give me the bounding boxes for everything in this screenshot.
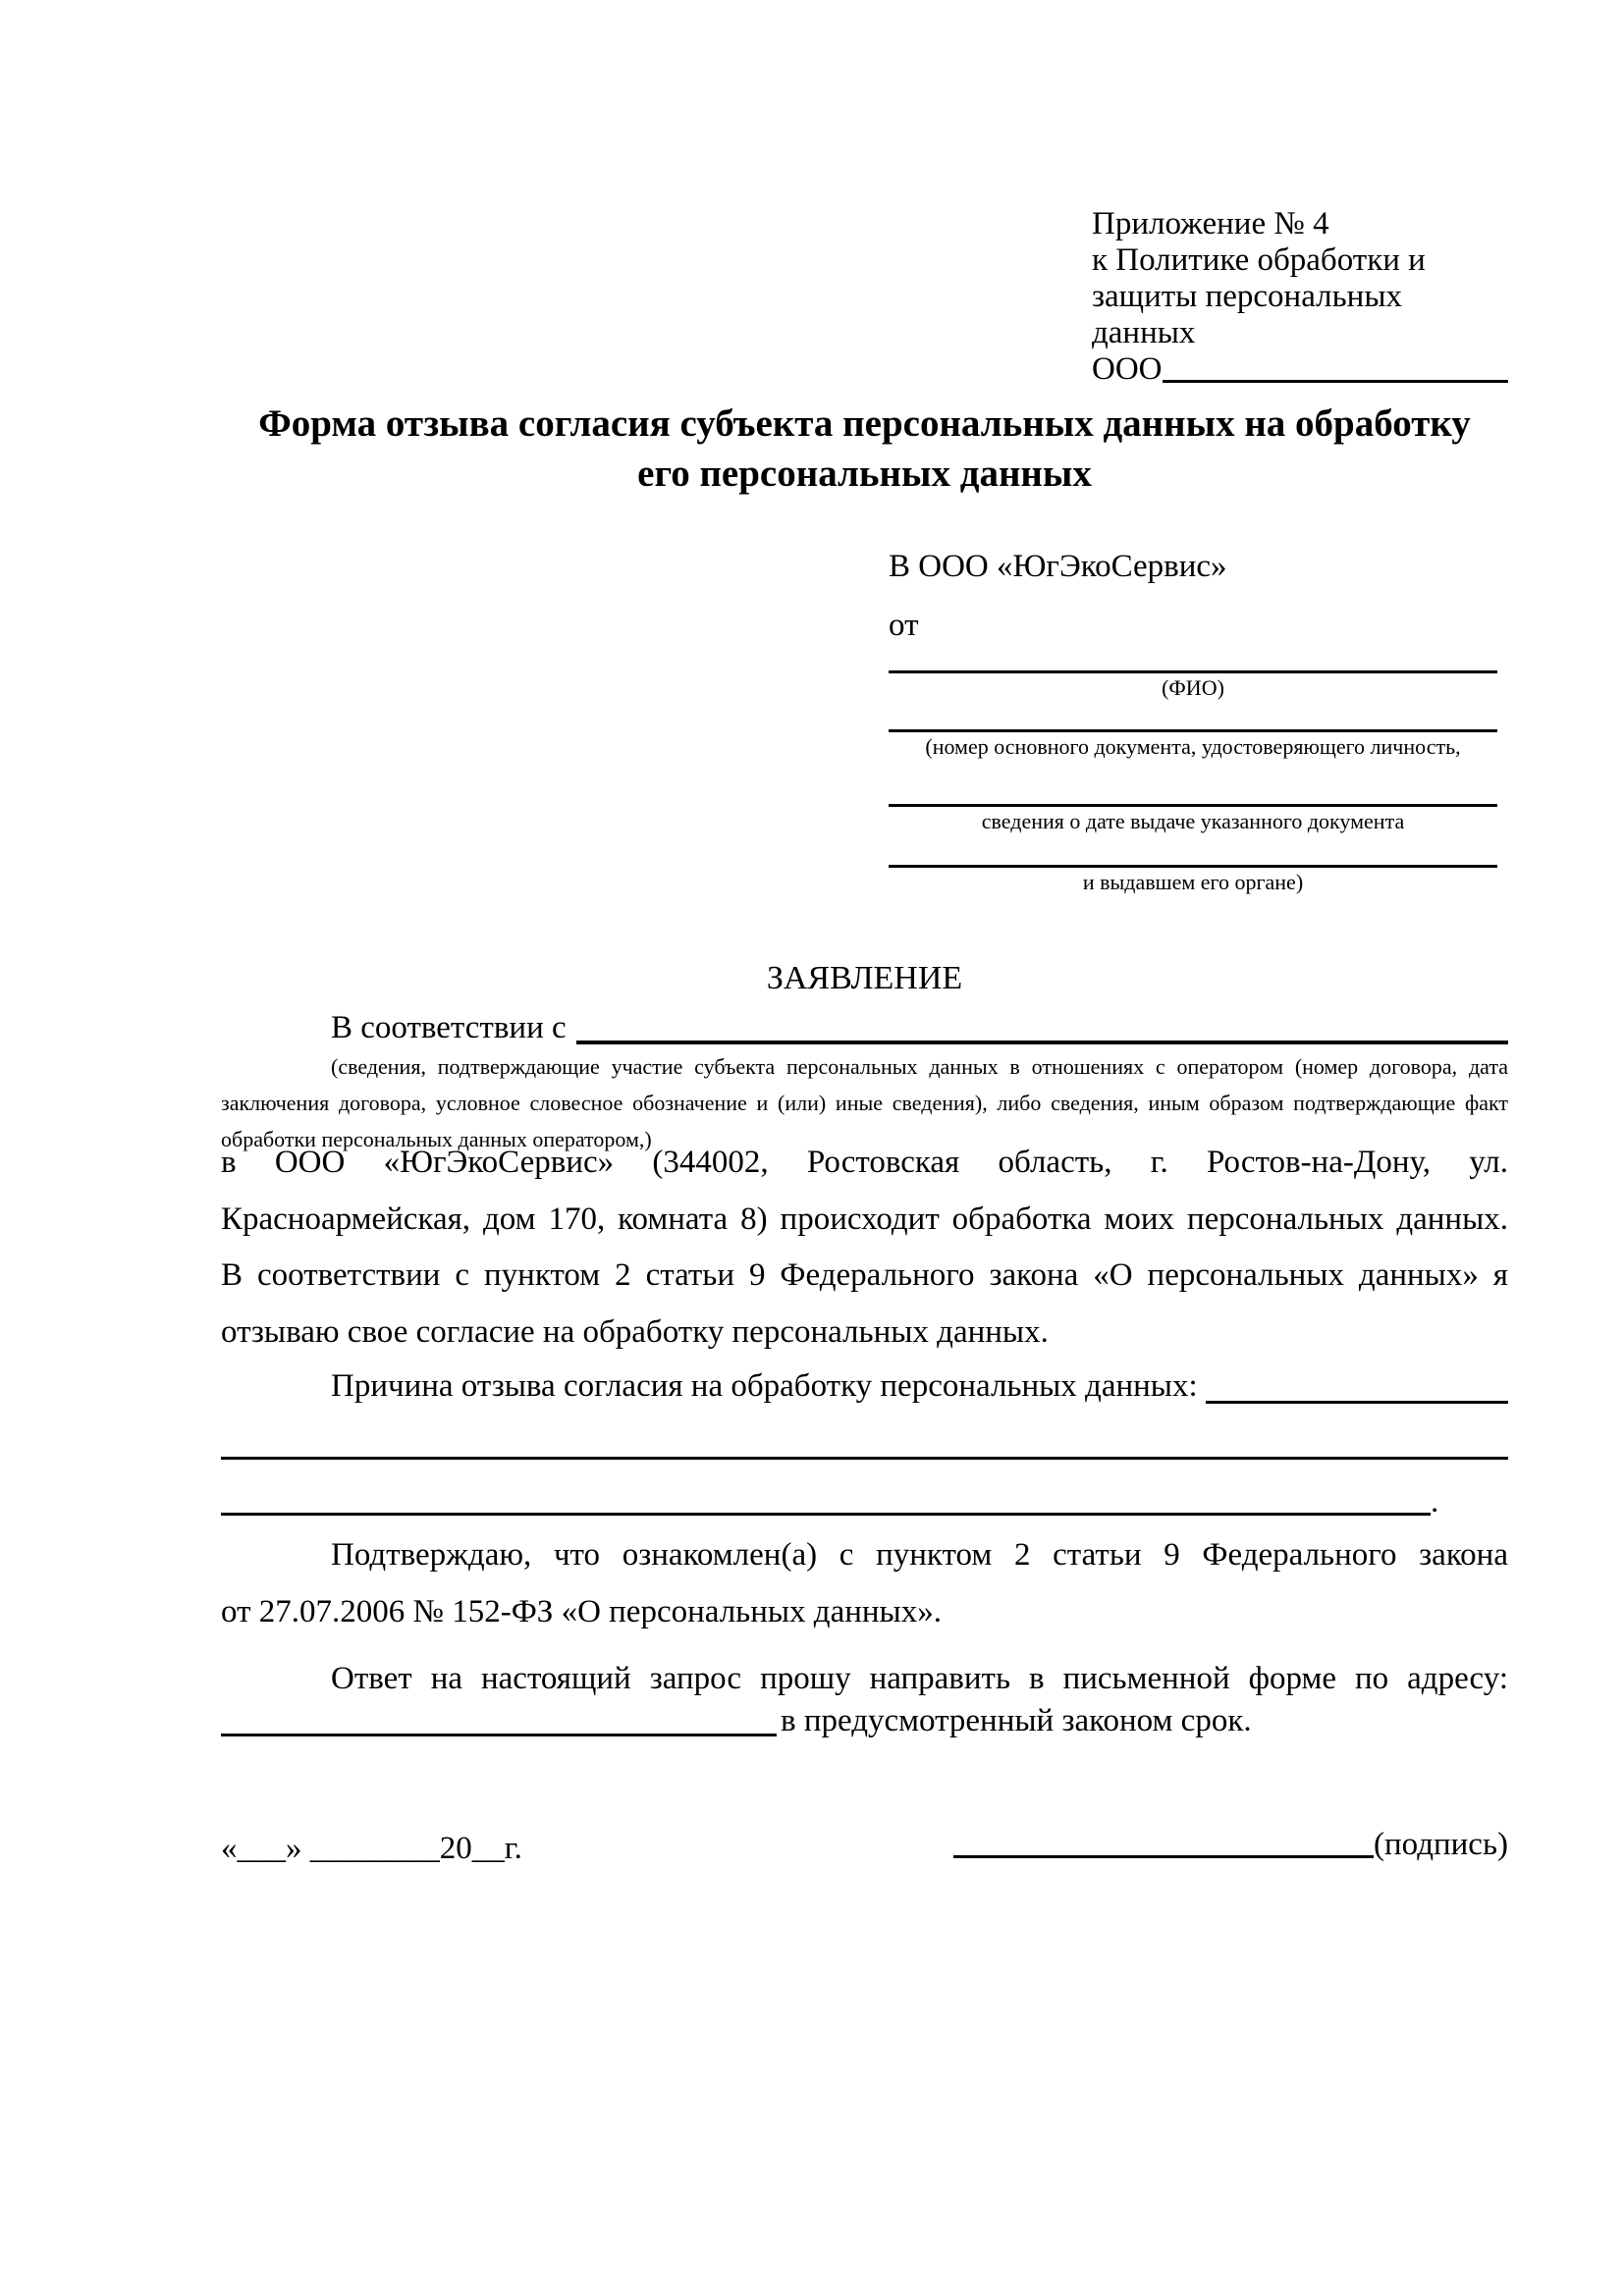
appendix-note	[1092, 206, 1508, 388]
issue-date-blank-line	[889, 804, 1497, 807]
reason-continuation-line-1	[221, 1457, 1508, 1460]
issuing-authority-blank-line	[889, 865, 1497, 868]
footnote-line-1: (сведения, подтверждающие участие субъекта персональных данных в отношениях с оператором (номер договора, дата	[331, 1054, 1508, 1079]
body-paragraph	[221, 1135, 1508, 1361]
confirmation-line-2: от 27.07.2006 № 152-ФЗ «О персональных данных».	[221, 1593, 942, 1629]
reply-request-line: Ответ на настоящий запрос прошу направить в письменной форме по адресу:	[331, 1661, 1508, 1696]
appendix-line-1: Приложение № 4	[1092, 206, 1329, 241]
appendix-line-3: защиты персональных данных	[1092, 279, 1402, 350]
body-line-2: Красноармейская, дом 170, комната 8) происходит обработка моих персональных данных.	[221, 1201, 1508, 1237]
reply-request-paragraph	[221, 1651, 1508, 1708]
reason-period: .	[1431, 1484, 1439, 1520]
accordance-row	[221, 1009, 1508, 1046]
issuing-authority-caption: и выдавшем его органе)	[1082, 870, 1304, 894]
reply-address-blank-line	[221, 1702, 777, 1736]
accordance-prefix: В соответствии с	[331, 1010, 567, 1045]
reply-suffix: в предусмотренный законом срок.	[781, 1703, 1252, 1738]
date-blank-field: «___» ________20__г.	[221, 1831, 522, 1866]
document-title	[221, 399, 1508, 499]
reason-row	[221, 1359, 1508, 1415]
body-line-3: В соответствии с пунктом 2 статьи 9 Федерального закона «О персональных данных» я	[221, 1257, 1508, 1293]
fio-blank-line	[889, 670, 1497, 673]
footnote-line-3: обработки персональных данных оператором,)	[221, 1127, 652, 1151]
issue-date-caption: сведения о дате выдаче указанного документа	[981, 809, 1405, 833]
reason-continuation-line-2	[221, 1486, 1431, 1516]
reason-continuation-row-2	[221, 1486, 1508, 1519]
accordance-blank-line	[576, 1009, 1508, 1044]
document-number-caption: (номер основного документа, удостоверяющего личность,	[925, 734, 1461, 759]
signature-blank-line	[953, 1855, 1374, 1858]
appendix-line-2: к Политике обработки и	[1092, 242, 1426, 278]
company-prefix: ООО	[1092, 351, 1163, 387]
reason-label: Причина отзыва согласия на обработку персональных данных:	[331, 1368, 1198, 1404]
body-line-1: в ООО «ЮгЭкоСервис» (344002, Ростовская область, г. Ростов-на-Дону, ул.	[221, 1145, 1508, 1180]
footnote-line-2: заключения договора, условное словесное обозначение и (или) иные сведения), либо сведения, иным образом подтверждающие факт	[221, 1091, 1508, 1115]
confirmation-line-1: Подтверждаю, что ознакомлен(а) с пунктом 2 статьи 9 Федерального закона	[331, 1537, 1508, 1573]
document-number-blank-line	[889, 729, 1497, 732]
addressee-from-label: от	[889, 608, 919, 643]
date-signature-row	[221, 1826, 1508, 1867]
confirmation-paragraph	[221, 1527, 1508, 1640]
signature-group	[953, 1826, 1508, 1863]
addressee-block	[889, 548, 1497, 895]
signature-caption: (подпись)	[1374, 1827, 1508, 1862]
document-title-line-1: Форма отзыва согласия субъекта персональных данных на обработку	[258, 402, 1471, 445]
body-line-4: отзываю свое согласие на обработку персональных данных.	[221, 1313, 1049, 1350]
statement-heading: ЗАЯВЛЕНИЕ	[766, 960, 963, 996]
company-name-blank-line	[1163, 351, 1509, 383]
document-title-line-2: его персональных данных	[637, 453, 1092, 495]
company-name-row	[1092, 351, 1508, 388]
addressee-organization: В ООО «ЮгЭкоСервис»	[889, 549, 1227, 584]
reply-address-row	[221, 1702, 1508, 1739]
reason-blank-line	[1206, 1359, 1508, 1404]
fio-caption: (ФИО)	[1162, 675, 1224, 700]
